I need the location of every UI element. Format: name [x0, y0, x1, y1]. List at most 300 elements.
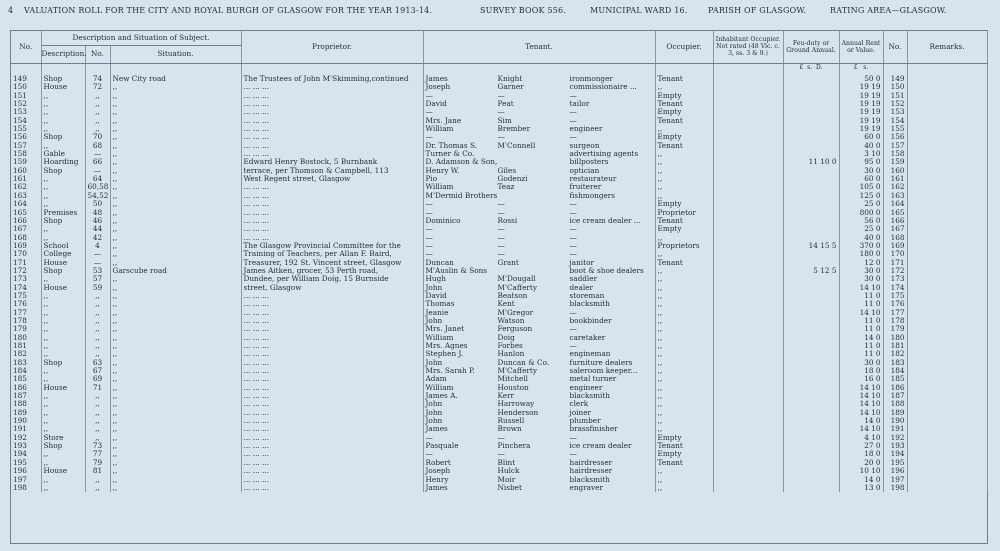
- cell-feu-duty: [783, 92, 839, 100]
- money-units-row: [11, 63, 987, 75]
- table-row: [11, 108, 987, 116]
- cell-no: 155: [11, 125, 41, 133]
- cell-feu-duty: [783, 234, 839, 242]
- cell-remarks: [907, 476, 987, 484]
- cell-inhabitant: [713, 392, 783, 400]
- cell-occupier: ,,: [655, 392, 713, 400]
- cell-no: 190: [11, 417, 41, 425]
- cell-no-right: 152: [883, 100, 907, 108]
- cell-no: 163: [11, 192, 41, 200]
- tenant-trade: furniture dealers: [569, 358, 633, 367]
- cell-occupier: Empty: [655, 92, 713, 100]
- cell-number: —: [85, 150, 110, 158]
- cell-remarks: [907, 325, 987, 333]
- cell-tenant: [423, 292, 655, 300]
- tenant-first: —: [425, 225, 433, 234]
- cell-annual-rent: 800 0: [839, 209, 883, 217]
- tenant-trade: commissionaire ...: [569, 83, 637, 92]
- tenant-first: Pasquale: [425, 442, 459, 451]
- cell-annual-rent: 10 10: [839, 467, 883, 475]
- cell-annual-rent: 11 0: [839, 350, 883, 358]
- cell-no: 175: [11, 292, 41, 300]
- tenant-trade: fishmongers: [569, 191, 616, 200]
- cell-proprietor: ... ... ...: [241, 150, 423, 158]
- cell-description: ,,: [41, 342, 85, 350]
- cell-description: ,,: [41, 425, 85, 433]
- cell-annual-rent: 30 0: [839, 167, 883, 175]
- col-tenant: Tenant.: [423, 31, 655, 63]
- tenant-first: —: [425, 250, 433, 259]
- table-row: [11, 217, 987, 225]
- tenant-last: Garner: [497, 83, 524, 92]
- cell-inhabitant: [713, 284, 783, 292]
- cell-feu-duty: [783, 476, 839, 484]
- cell-remarks: [907, 434, 987, 442]
- cell-no: 171: [11, 259, 41, 267]
- tenant-last: Knight: [497, 75, 523, 83]
- cell-remarks: [907, 217, 987, 225]
- tenant-last: Giles: [497, 166, 517, 175]
- cell-proprietor: ... ... ...: [241, 450, 423, 458]
- unit-pounds-rent: £: [853, 63, 858, 71]
- table-row: [11, 150, 987, 158]
- table-row: [11, 192, 987, 200]
- cell-occupier: ,,: [655, 417, 713, 425]
- cell-no: 170: [11, 250, 41, 258]
- cell-tenant: [423, 142, 655, 150]
- cell-number: 81: [85, 467, 110, 475]
- tenant-last: Russell: [497, 417, 525, 426]
- tenant-last: Duncan & Co.: [497, 358, 550, 367]
- cell-situation: ,,: [110, 309, 241, 317]
- cell-no-right: 176: [883, 300, 907, 308]
- cell-tenant: [423, 209, 655, 217]
- cell-no-right: 198: [883, 484, 907, 492]
- cell-tenant: [423, 234, 655, 242]
- cell-remarks: [907, 209, 987, 217]
- cell-remarks: [907, 142, 987, 150]
- cell-remarks: [907, 334, 987, 342]
- cell-no-right: 193: [883, 442, 907, 450]
- cell-occupier: ,,: [655, 400, 713, 408]
- cell-description: ,,: [41, 225, 85, 233]
- cell-number: 69: [85, 375, 110, 383]
- cell-feu-duty: [783, 375, 839, 383]
- cell-no-right: 183: [883, 359, 907, 367]
- cell-annual-rent: 180 0: [839, 250, 883, 258]
- cell-tenant: [423, 125, 655, 133]
- cell-remarks: [907, 384, 987, 392]
- table-row: [11, 334, 987, 342]
- cell-annual-rent: 25 0: [839, 200, 883, 208]
- cell-tenant: [423, 242, 655, 250]
- tenant-last: M'Gregor: [497, 308, 534, 317]
- tenant-trade: ironmonger: [569, 75, 613, 83]
- tenant-first: James A.: [425, 392, 458, 401]
- table-row: [11, 342, 987, 350]
- table-row: [11, 384, 987, 392]
- tenant-last: —: [497, 241, 505, 250]
- cell-occupier: ,,: [655, 300, 713, 308]
- cell-no-right: 186: [883, 384, 907, 392]
- cell-number: ,,: [85, 425, 110, 433]
- cell-situation: ,,: [110, 200, 241, 208]
- cell-annual-rent: 14 0: [839, 334, 883, 342]
- tenant-trade: joiner: [569, 408, 591, 417]
- cell-inhabitant: [713, 367, 783, 375]
- table-row: [11, 459, 987, 467]
- cell-annual-rent: 27 0: [839, 442, 883, 450]
- cell-proprietor: ... ... ...: [241, 400, 423, 408]
- cell-no-right: 158: [883, 150, 907, 158]
- cell-remarks: [907, 234, 987, 242]
- tenant-last: Blint: [497, 458, 516, 467]
- cell-no-right: 179: [883, 325, 907, 333]
- cell-description: ,,: [41, 117, 85, 125]
- unit-pounds: £: [799, 63, 804, 71]
- table-row: [11, 476, 987, 484]
- unit-shillings: s.: [807, 63, 813, 71]
- tenant-last: Doig: [497, 333, 515, 342]
- cell-number: ,,: [85, 292, 110, 300]
- cell-tenant: [423, 192, 655, 200]
- cell-description: Premises: [41, 209, 85, 217]
- cell-number: 66: [85, 158, 110, 166]
- tenant-last: M'Cafferty: [497, 367, 537, 376]
- cell-description: House: [41, 259, 85, 267]
- page-title: VALUATION ROLL FOR THE CITY AND ROYAL BURGH OF GLASGOW FOR THE YEAR 1913-14.: [24, 6, 433, 15]
- cell-number: 63: [85, 359, 110, 367]
- cell-annual-rent: 12 0: [839, 259, 883, 267]
- cell-remarks: [907, 292, 987, 300]
- col-situation: Situation.: [110, 45, 241, 63]
- cell-occupier: ,,: [655, 409, 713, 417]
- cell-inhabitant: [713, 484, 783, 492]
- cell-feu-duty: [783, 434, 839, 442]
- cell-no-right: 189: [883, 409, 907, 417]
- cell-feu-duty: [783, 325, 839, 333]
- cell-occupier: ,,: [655, 275, 713, 283]
- cell-situation: ,,: [110, 392, 241, 400]
- cell-occupier: Tenant: [655, 259, 713, 267]
- tenant-trade: janitor: [569, 258, 594, 267]
- cell-no: 181: [11, 342, 41, 350]
- cell-situation: ,,: [110, 242, 241, 250]
- table-row: [11, 242, 987, 250]
- cell-description: ,,: [41, 183, 85, 191]
- cell-occupier: ,,: [655, 350, 713, 358]
- cell-feu-duty: 11 10 0: [783, 158, 839, 166]
- cell-remarks: [907, 342, 987, 350]
- cell-occupier: ,,: [655, 183, 713, 191]
- cell-no-right: 168: [883, 234, 907, 242]
- tenant-first: —: [425, 233, 433, 242]
- cell-no: 160: [11, 167, 41, 175]
- cell-annual-rent: 18 0: [839, 367, 883, 375]
- cell-occupier: ,,: [655, 467, 713, 475]
- cell-occupier: Empty: [655, 225, 713, 233]
- cell-situation: ,,: [110, 92, 241, 100]
- tenant-last: Beatson: [497, 291, 528, 300]
- cell-feu-duty: [783, 259, 839, 267]
- cell-feu-duty: [783, 167, 839, 175]
- cell-no: 151: [11, 92, 41, 100]
- cell-occupier: ,,: [655, 476, 713, 484]
- cell-feu-duty: 14 15 5: [783, 242, 839, 250]
- cell-situation: ,,: [110, 250, 241, 258]
- cell-inhabitant: [713, 450, 783, 458]
- cell-situation: ,,: [110, 434, 241, 442]
- tenant-trade: —: [569, 342, 577, 350]
- col-desc-group: Description and Situation of Subject.: [41, 31, 241, 45]
- cell-proprietor: ... ... ...: [241, 200, 423, 208]
- cell-tenant: [423, 158, 655, 166]
- col-no-right: No.: [883, 31, 907, 63]
- table-row: [11, 125, 987, 133]
- cell-remarks: [907, 367, 987, 375]
- cell-inhabitant: [713, 92, 783, 100]
- cell-proprietor: ... ... ...: [241, 350, 423, 358]
- cell-feu-duty: [783, 100, 839, 108]
- cell-proprietor: ... ... ...: [241, 342, 423, 350]
- cell-no: 153: [11, 108, 41, 116]
- cell-description: ,,: [41, 459, 85, 467]
- cell-tenant: [423, 75, 655, 83]
- cell-situation: ,,: [110, 417, 241, 425]
- cell-occupier: ,,: [655, 125, 713, 133]
- tenant-trade: caretaker: [569, 333, 606, 342]
- cell-annual-rent: 30 0: [839, 267, 883, 275]
- cell-remarks: [907, 192, 987, 200]
- cell-no: 174: [11, 284, 41, 292]
- cell-remarks: [907, 158, 987, 166]
- cell-no-right: 151: [883, 92, 907, 100]
- table-row: [11, 434, 987, 442]
- cell-description: Shop: [41, 133, 85, 141]
- cell-no-right: 174: [883, 284, 907, 292]
- cell-no-right: 161: [883, 175, 907, 183]
- cell-occupier: ,,: [655, 267, 713, 275]
- tenant-first: Robert: [425, 458, 451, 467]
- cell-number: 48: [85, 209, 110, 217]
- cell-annual-rent: 40 0: [839, 142, 883, 150]
- tenant-first: John: [425, 400, 443, 409]
- cell-occupier: Empty: [655, 450, 713, 458]
- tenant-trade: brassfinisher: [569, 425, 618, 434]
- tenant-trade: —: [569, 91, 577, 100]
- tenant-trade: —: [569, 108, 577, 117]
- col-no: No.: [11, 31, 41, 63]
- cell-no-right: 192: [883, 434, 907, 442]
- cell-no: 166: [11, 217, 41, 225]
- cell-number: ,,: [85, 417, 110, 425]
- cell-no: 159: [11, 158, 41, 166]
- cell-occupier: Tenant: [655, 117, 713, 125]
- cell-number: ,,: [85, 342, 110, 350]
- cell-inhabitant: [713, 75, 783, 83]
- cell-annual-rent: 14 10: [839, 284, 883, 292]
- cell-proprietor: ... ... ...: [241, 125, 423, 133]
- cell-description: ,,: [41, 108, 85, 116]
- cell-proprietor: ... ... ...: [241, 317, 423, 325]
- cell-proprietor: ... ... ...: [241, 234, 423, 242]
- tenant-first: Adam: [425, 375, 447, 384]
- cell-tenant: [423, 409, 655, 417]
- tenant-first: Joseph: [425, 83, 451, 92]
- cell-no: 187: [11, 392, 41, 400]
- cell-inhabitant: [713, 409, 783, 417]
- cell-feu-duty: [783, 350, 839, 358]
- cell-annual-rent: 11 0: [839, 325, 883, 333]
- cell-inhabitant: [713, 350, 783, 358]
- cell-no: 194: [11, 450, 41, 458]
- tenant-first: John: [425, 417, 443, 426]
- tenant-trade: —: [569, 200, 577, 209]
- tenant-first: William: [425, 333, 454, 342]
- tenant-last: Hanlon: [497, 350, 525, 359]
- cell-tenant: [423, 375, 655, 383]
- tenant-trade: plumber: [569, 417, 601, 426]
- tenant-first: John: [425, 283, 443, 292]
- cell-number: ,,: [85, 476, 110, 484]
- cell-no: 162: [11, 183, 41, 191]
- cell-inhabitant: [713, 425, 783, 433]
- cell-number: 50: [85, 200, 110, 208]
- cell-description: ,,: [41, 367, 85, 375]
- table-row: [11, 325, 987, 333]
- tenant-first: Mrs. Janet: [425, 325, 465, 334]
- cell-feu-duty: [783, 425, 839, 433]
- cell-feu-duty: [783, 250, 839, 258]
- cell-proprietor: ... ... ...: [241, 92, 423, 100]
- cell-annual-rent: 4 10: [839, 434, 883, 442]
- tenant-trade: tailor: [569, 100, 590, 109]
- cell-no: 169: [11, 242, 41, 250]
- table-row: [11, 450, 987, 458]
- table-row: [11, 175, 987, 183]
- table-row: [11, 300, 987, 308]
- cell-annual-rent: 30 0: [839, 275, 883, 283]
- cell-tenant: [423, 392, 655, 400]
- tenant-trade: —: [569, 250, 577, 259]
- tenant-trade: surgeon: [569, 141, 600, 150]
- cell-description: ,,: [41, 100, 85, 108]
- cell-situation: ,,: [110, 142, 241, 150]
- cell-feu-duty: [783, 384, 839, 392]
- municipal-ward: MUNICIPAL WARD 16.: [590, 6, 688, 15]
- cell-proprietor: ... ... ...: [241, 442, 423, 450]
- tenant-trade: —: [569, 116, 577, 125]
- cell-feu-duty: [783, 150, 839, 158]
- cell-inhabitant: [713, 117, 783, 125]
- cell-proprietor: ... ... ...: [241, 309, 423, 317]
- col-number: No.: [85, 45, 110, 63]
- cell-situation: ,,: [110, 450, 241, 458]
- tenant-last: Teaz: [497, 183, 515, 192]
- cell-number: ,,: [85, 400, 110, 408]
- cell-no-right: 155: [883, 125, 907, 133]
- table-row: [11, 284, 987, 292]
- tenant-trade: boot & shoe dealers: [569, 266, 644, 275]
- table-row: [11, 467, 987, 475]
- cell-description: Shop: [41, 442, 85, 450]
- cell-remarks: [907, 200, 987, 208]
- cell-tenant: [423, 225, 655, 233]
- tenant-trade: —: [569, 241, 577, 250]
- cell-proprietor: ... ... ...: [241, 100, 423, 108]
- cell-annual-rent: 95 0: [839, 158, 883, 166]
- cell-tenant: [423, 83, 655, 91]
- cell-situation: ,,: [110, 158, 241, 166]
- cell-inhabitant: [713, 200, 783, 208]
- cell-occupier: ,,: [655, 367, 713, 375]
- table-row: [11, 142, 987, 150]
- cell-number: —: [85, 167, 110, 175]
- tenant-trade: optician: [569, 166, 600, 175]
- cell-proprietor: ... ... ...: [241, 300, 423, 308]
- cell-feu-duty: [783, 183, 839, 191]
- cell-number: 64: [85, 175, 110, 183]
- cell-proprietor: ... ... ...: [241, 459, 423, 467]
- tenant-last: Hulck: [497, 467, 520, 476]
- table-row: [11, 259, 987, 267]
- cell-tenant: [423, 400, 655, 408]
- tenant-trade: bookbinder: [569, 316, 612, 325]
- cell-number: 79: [85, 459, 110, 467]
- cell-number: ,,: [85, 484, 110, 492]
- tenant-trade: billposters: [569, 158, 609, 167]
- cell-occupier: ,,: [655, 317, 713, 325]
- cell-inhabitant: [713, 325, 783, 333]
- cell-inhabitant: [713, 292, 783, 300]
- cell-annual-rent: 11 0: [839, 342, 883, 350]
- cell-description: Shop: [41, 267, 85, 275]
- cell-inhabitant: [713, 100, 783, 108]
- cell-no-right: 185: [883, 375, 907, 383]
- cell-no: 192: [11, 434, 41, 442]
- col-remarks: Remarks.: [907, 31, 987, 63]
- cell-description: ,,: [41, 392, 85, 400]
- cell-proprietor: ... ... ...: [241, 392, 423, 400]
- cell-tenant: [423, 150, 655, 158]
- cell-occupier: ,,: [655, 158, 713, 166]
- cell-inhabitant: [713, 259, 783, 267]
- tenant-first: William: [425, 125, 454, 134]
- tenant-trade: —: [569, 133, 577, 142]
- cell-description: ,,: [41, 350, 85, 358]
- cell-annual-rent: 14 10: [839, 425, 883, 433]
- cell-annual-rent: 19 19: [839, 100, 883, 108]
- cell-occupier: ,,: [655, 359, 713, 367]
- cell-proprietor: ... ... ...: [241, 183, 423, 191]
- cell-proprietor: ... ... ...: [241, 325, 423, 333]
- cell-tenant: [423, 183, 655, 191]
- cell-proprietor: ... ... ...: [241, 484, 423, 492]
- cell-feu-duty: [783, 317, 839, 325]
- tenant-last: —: [497, 233, 505, 242]
- cell-annual-rent: 19 19: [839, 125, 883, 133]
- tenant-last: Ferguson: [497, 325, 533, 334]
- cell-occupier: ,,: [655, 192, 713, 200]
- cell-inhabitant: [713, 192, 783, 200]
- cell-occupier: Tenant: [655, 442, 713, 450]
- cell-situation: ,,: [110, 167, 241, 175]
- cell-proprietor: Training of Teachers, per Allan F. Baird,: [241, 250, 423, 258]
- cell-remarks: [907, 450, 987, 458]
- cell-inhabitant: [713, 375, 783, 383]
- cell-remarks: [907, 92, 987, 100]
- cell-remarks: [907, 242, 987, 250]
